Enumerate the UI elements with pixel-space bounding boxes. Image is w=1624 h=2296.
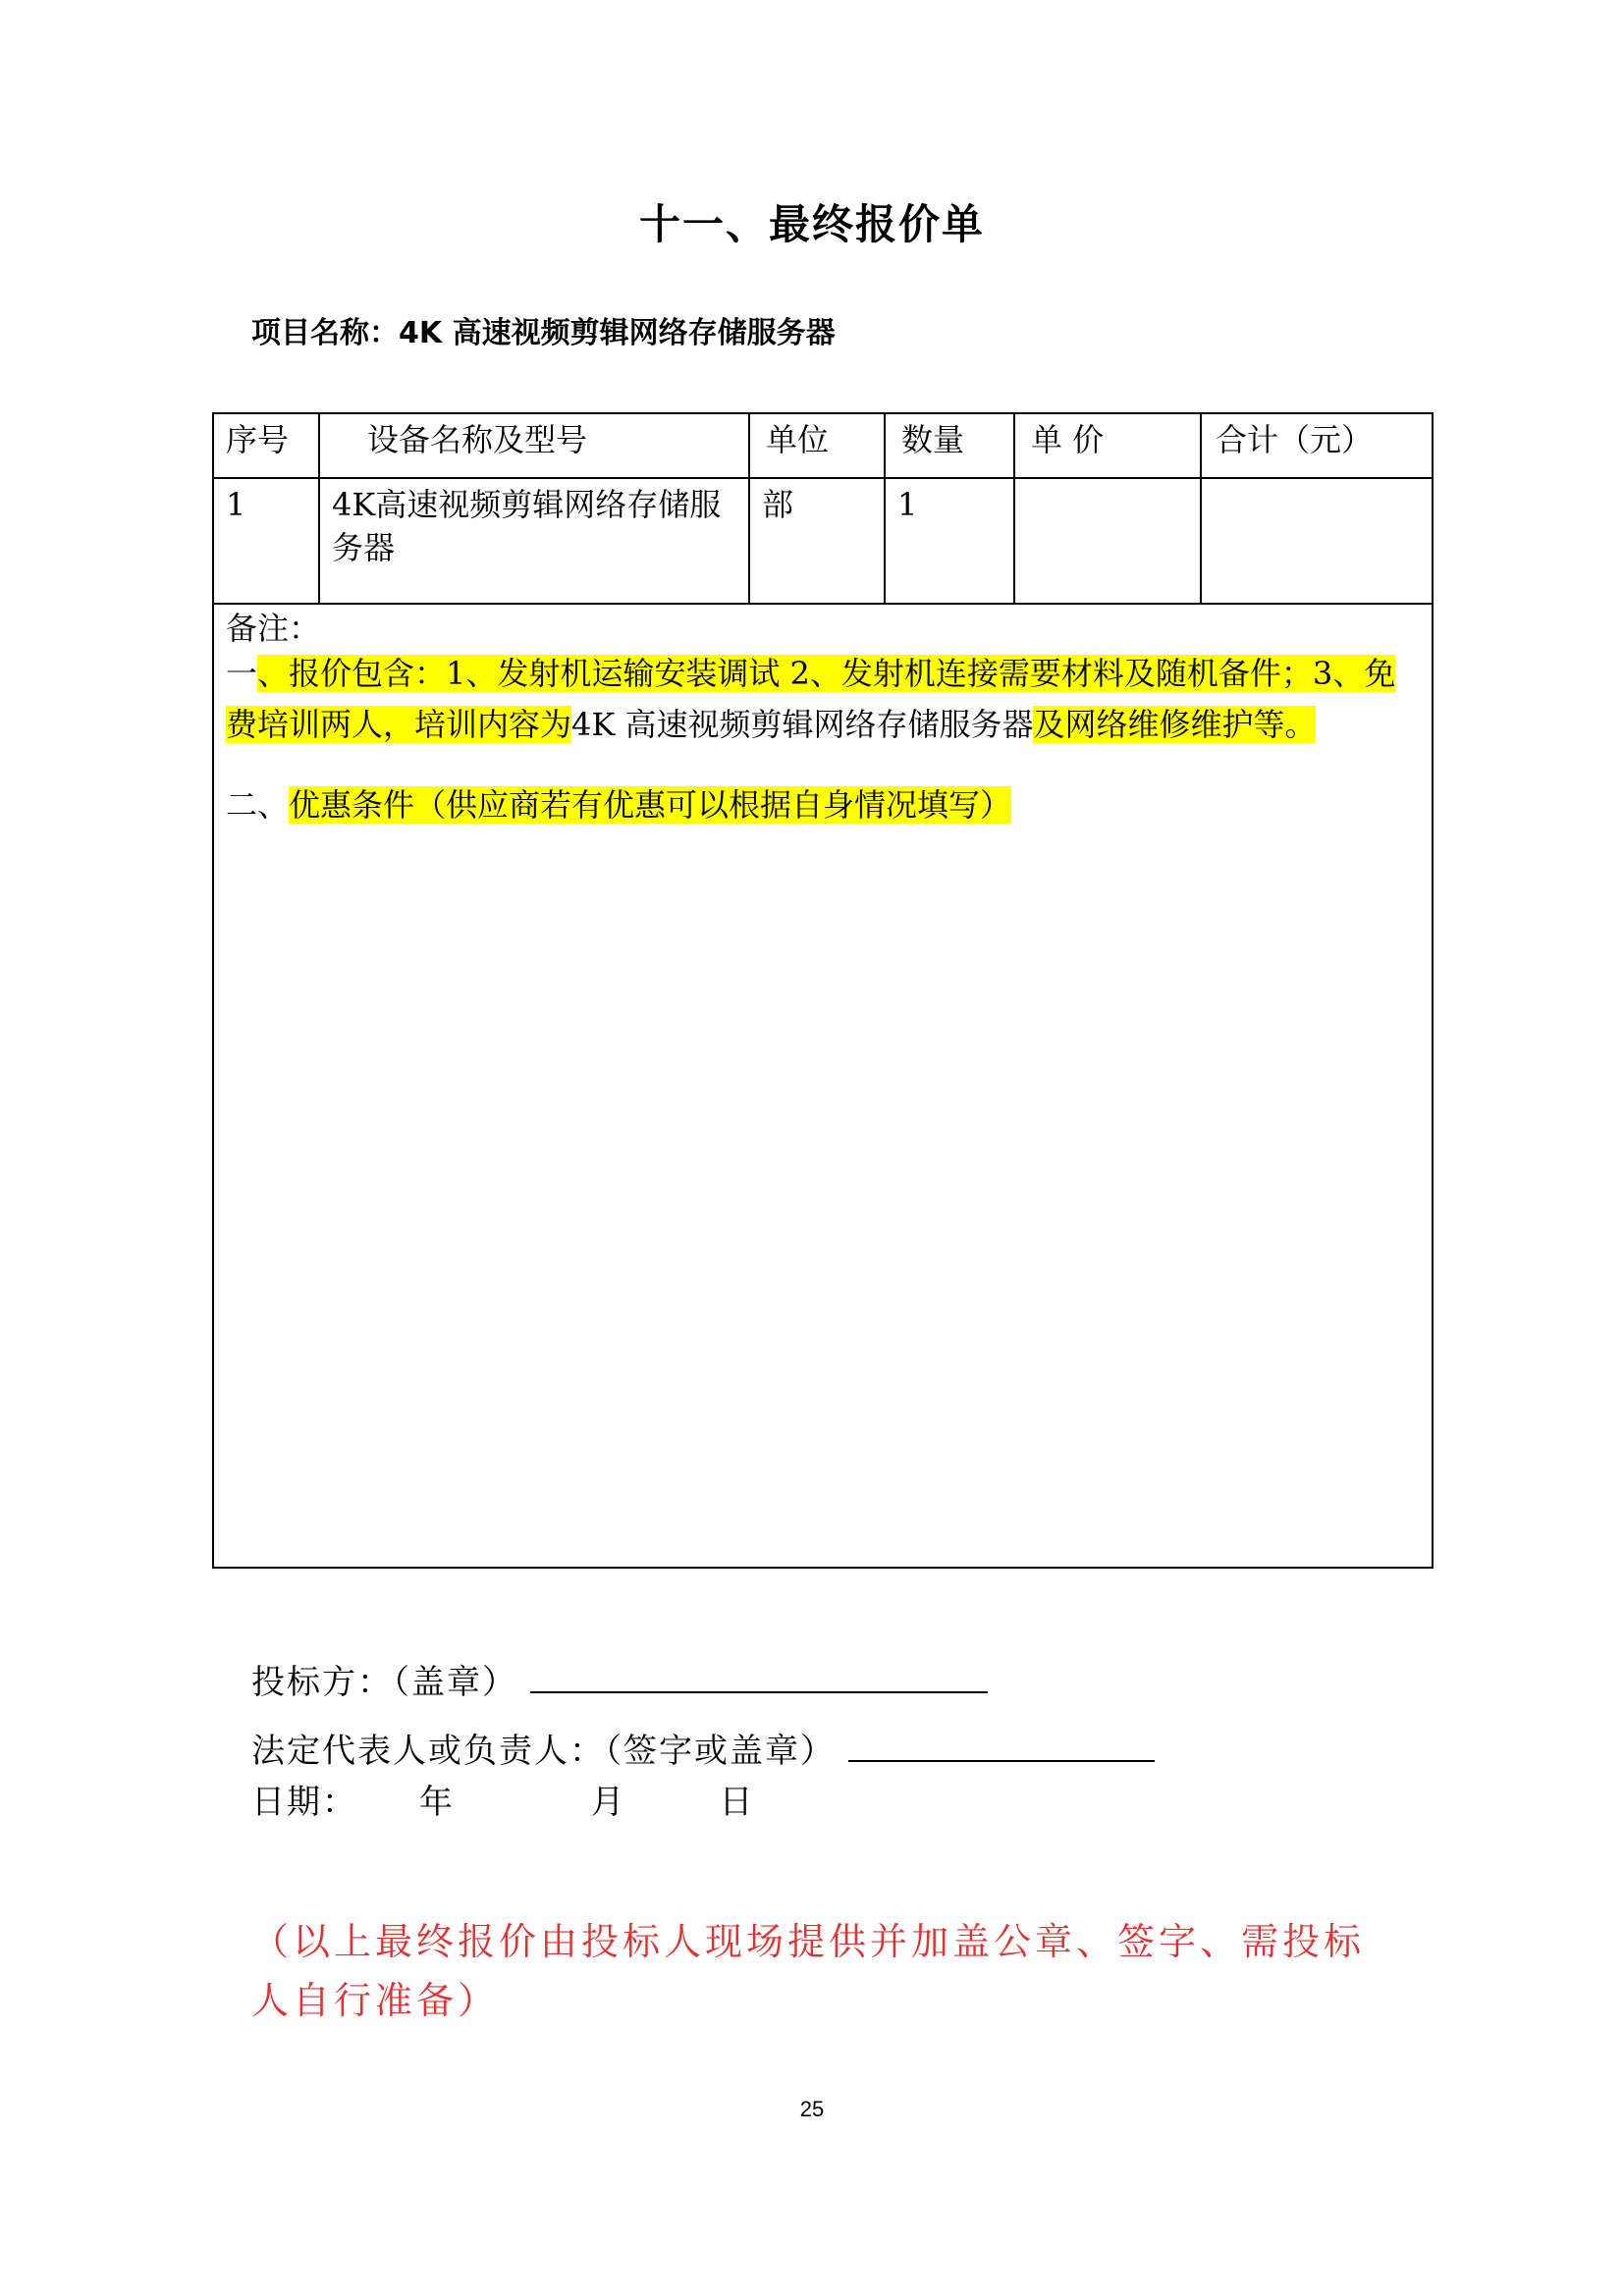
date-month: 月 [590, 1783, 626, 1822]
date-label: 日期： [251, 1783, 357, 1822]
project-name-value: 4K 高速视频剪辑网络存储服务器 [399, 316, 836, 350]
remarks-line1-highlight-b: 及网络维修维护等。 [1033, 706, 1317, 743]
cell-no: 1 [213, 478, 319, 604]
header-name: 设备名称及型号 [319, 413, 749, 478]
date-row [251, 1775, 754, 1823]
remarks-line-1 [226, 648, 1420, 750]
date-day: 日 [719, 1783, 755, 1822]
page-number: 25 [799, 2097, 825, 2121]
bidder-seal-line[interactable] [530, 1662, 988, 1693]
header-price: 单 价 [1014, 413, 1201, 478]
legal-rep-label: 法定代表人或负责人：（签字或盖章） [251, 1732, 836, 1771]
header-total: 合计（元） [1201, 413, 1433, 478]
legal-rep-signature-line[interactable] [848, 1731, 1155, 1762]
cell-price[interactable] [1014, 478, 1201, 604]
quote-table [212, 412, 1434, 1569]
page-title: 十一、最终报价单 [638, 200, 985, 248]
cell-total[interactable] [1201, 478, 1433, 604]
date-year: 年 [418, 1783, 455, 1822]
remarks-line-2 [226, 779, 1420, 830]
legal-rep-row [251, 1724, 1155, 1772]
remarks-line1-highlight-a: 、报价包含：1、发射机运输安装调试 2、发射机连接需要材料及随机备件；3、免费培训两人，培训内容为 [226, 655, 1396, 743]
bidder-label: 投标方：（盖章） [251, 1663, 517, 1702]
header-qty: 数量 [885, 413, 1014, 478]
remarks-line2-prefix: 二、 [226, 786, 290, 824]
table-header-row [213, 413, 1433, 478]
cell-qty: 1 [885, 478, 1014, 604]
project-name-label: 项目名称： [251, 316, 399, 350]
red-note: （以上最终报价由投标人现场提供并加盖公章、签字、需投标人自行准备） [251, 1920, 1366, 2022]
remarks-row [213, 604, 1433, 1568]
cell-name: 4K高速视频剪辑网络存储服务器 [319, 478, 749, 604]
project-name [251, 308, 836, 351]
header-unit: 单位 [749, 413, 885, 478]
cell-unit: 部 [749, 478, 885, 604]
remarks-line1-prefix: 一 [226, 655, 258, 692]
header-no: 序号 [213, 413, 319, 478]
remarks-cell [213, 604, 1433, 1568]
table-row [213, 478, 1433, 604]
remarks-line1-plain: 4K 高速视频剪辑网络存储服务器 [571, 706, 1034, 743]
remarks-line2-highlight: 优惠条件（供应商若有优惠可以根据自身情况填写） [289, 786, 1012, 824]
remarks-label: 备注： [226, 610, 321, 647]
bidder-seal-row [251, 1655, 988, 1703]
